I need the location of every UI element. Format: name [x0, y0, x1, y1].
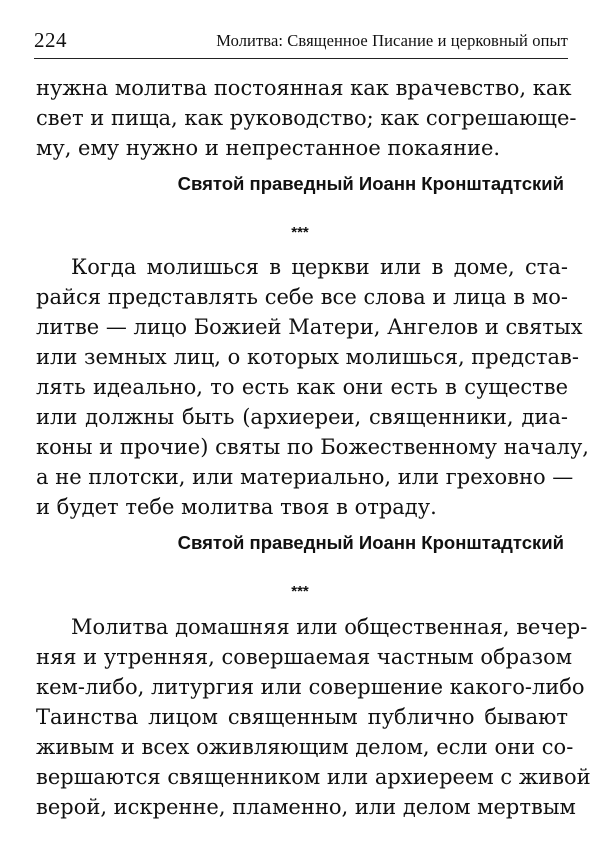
- section-separator: ***: [291, 224, 309, 241]
- paragraph-line: или должны быть (архиереи, священники, диа-: [36, 405, 568, 429]
- paragraph-line: му, ему нужно и непрестанное покаяние.: [36, 136, 501, 160]
- paragraph-line: Когда молишься в церкви или в доме, ста-: [71, 255, 568, 279]
- paragraph-line: Молитва домашняя или общественная, вечер-: [71, 615, 588, 639]
- paragraph-line: верой, искренне, пламенно, или делом мертвым: [36, 795, 576, 819]
- paragraph-line: и будет тебе молитва твоя в отраду.: [36, 495, 437, 519]
- paragraph-line: или земных лиц, о которых молишься, представ-: [36, 345, 579, 369]
- attribution: Святой праведный Иоанн Кронштадтский: [177, 532, 564, 553]
- paragraph-line: Таинства лицом священным публично бывают: [36, 705, 568, 729]
- section-separator: ***: [291, 583, 309, 600]
- page-header: [34, 24, 568, 59]
- attribution: Святой праведный Иоанн Кронштадтский: [177, 173, 564, 194]
- paragraph-line: живым и всех оживляющим делом, если они со-: [36, 735, 574, 759]
- paragraph-line: няя и утренняя, совершаемая частным образом: [36, 645, 573, 669]
- paragraph-line: кем-либо, литургия или совершение какого-либо: [36, 675, 585, 699]
- paragraph-line: коны и прочие) святы по Божественному началу,: [36, 435, 589, 459]
- page-number: 224: [34, 28, 67, 52]
- paragraph-line: райся представлять себе все слова и лица в мо-: [36, 285, 568, 309]
- paragraph-line: свет и пища, как руководство; как согрешающе-: [36, 106, 577, 130]
- paragraph-line: литве — лицо Божией Матери, Ангелов и святых: [36, 315, 583, 339]
- paragraph-line: вершаются священником или архиереем с живой: [36, 765, 591, 789]
- running-title: Молитва: Священное Писание и церковный опыт: [216, 31, 568, 50]
- paragraph-line: а не плотски, или материально, или греховно —: [36, 465, 574, 489]
- paragraph-line: нужна молитва постоянная как врачевство, как: [36, 76, 572, 100]
- paragraph-line: лять идеально, то есть как они есть в существе: [36, 375, 568, 399]
